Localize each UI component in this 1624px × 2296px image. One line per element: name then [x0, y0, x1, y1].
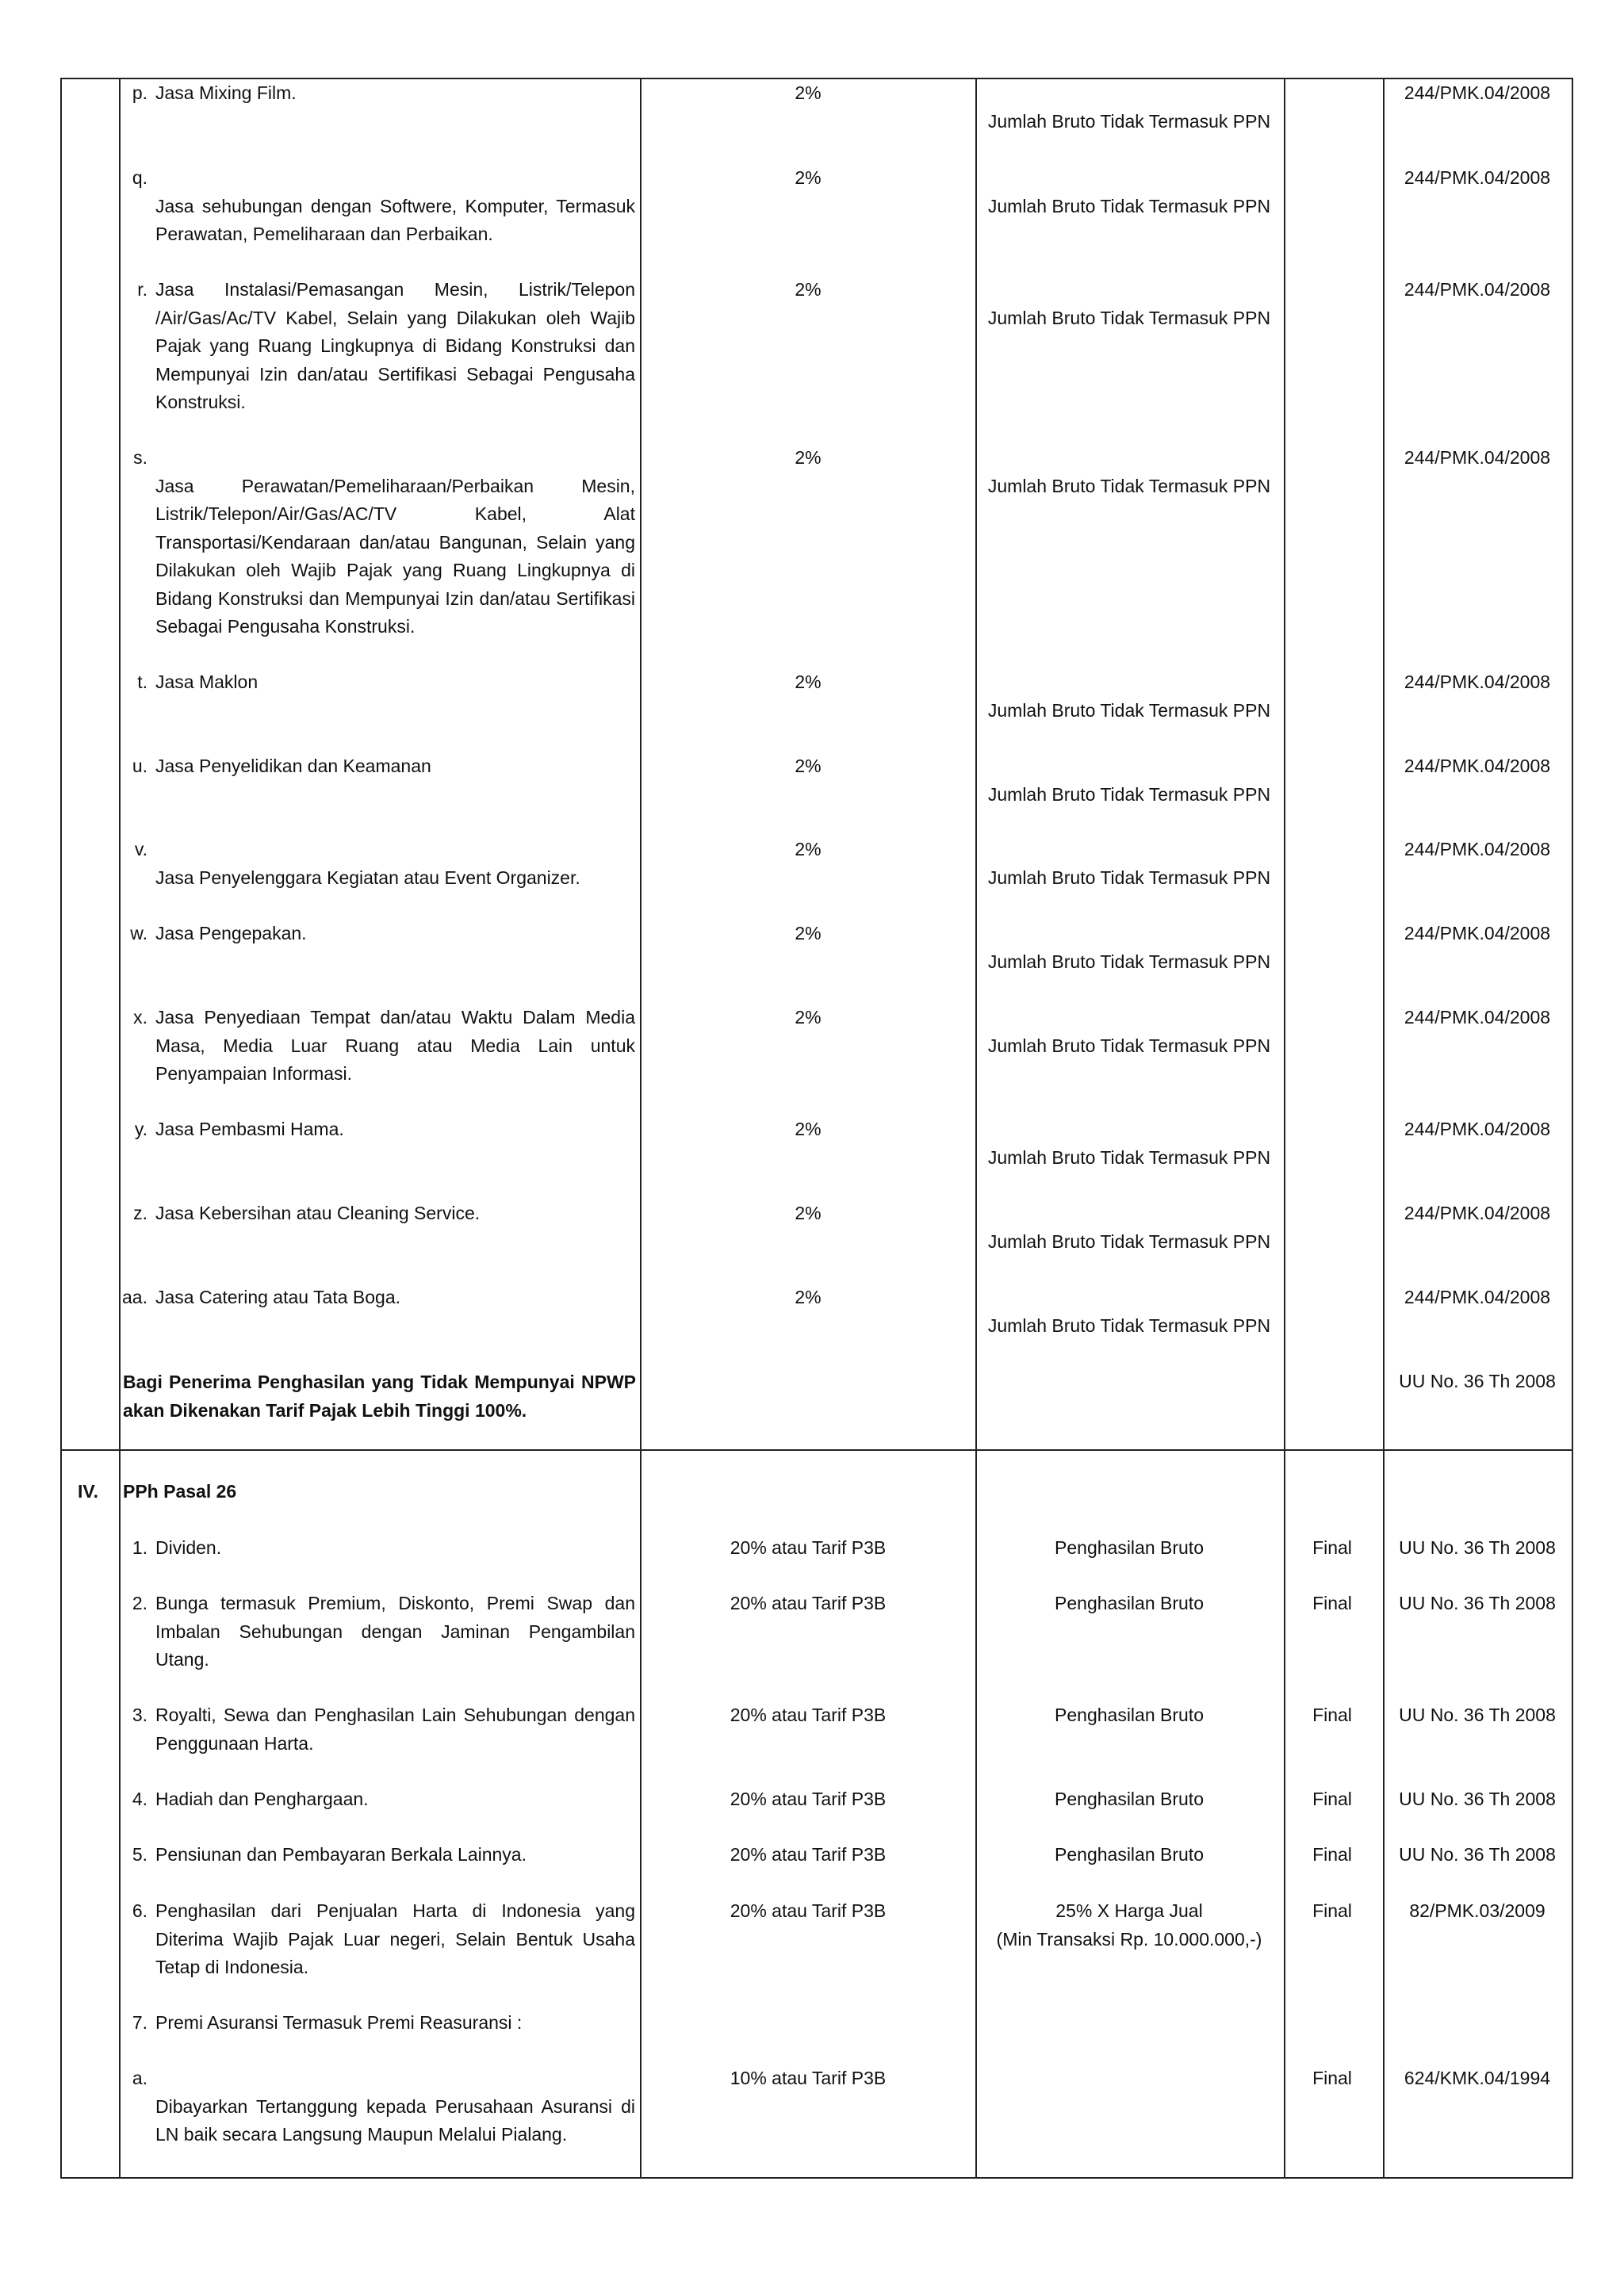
row-description: Hadiah dan Penghargaan. — [155, 1789, 369, 1809]
npwp-note-reference: UU No. 36 Th 2008 — [1399, 1371, 1556, 1391]
row-status: Final — [1312, 1789, 1352, 1809]
row-number: 5. — [132, 1844, 147, 1865]
row-rate: 2% — [795, 279, 822, 300]
row-reference: 244/PMK.04/2008 — [1404, 1119, 1551, 1139]
row-description: Jasa Catering atau Tata Boga. — [155, 1287, 401, 1307]
row-number: 7. — [132, 2012, 147, 2033]
row-rate: 20% atau Tarif P3B — [730, 1789, 887, 1809]
row-rate: 2% — [795, 82, 822, 103]
row-rate: 2% — [795, 839, 822, 859]
row-reference: UU No. 36 Th 2008 — [1399, 1844, 1556, 1865]
row-letter: aa. — [122, 1287, 147, 1307]
row-tax-base: Jumlah Bruto Tidak Termasuk PPN — [987, 699, 1271, 721]
row-description: Bunga termasuk Premium, Diskonto, Premi Swap dan Imbalan Sehubungan dengan Jaminan Pengambilan Utang. — [155, 1593, 635, 1670]
row-rate: 2% — [795, 1119, 822, 1139]
row-letter: u. — [132, 756, 147, 776]
row-rate: 2% — [795, 923, 822, 943]
row-tax-base: Jumlah Bruto Tidak Termasuk PPN — [987, 1314, 1271, 1336]
section-iv-title: PPh Pasal 26 — [123, 1481, 237, 1502]
row-tax-base: Jumlah Bruto Tidak Termasuk PPN — [987, 307, 1271, 328]
row-description: Jasa Penyediaan Tempat dan/atau Waktu Dalam Media Masa, Media Luar Ruang atau Media Lain untuk Penyampaian Informasi. — [155, 1007, 635, 1084]
section-iv-number: IV. — [78, 1481, 99, 1502]
row-rate: 20% atau Tarif P3B — [730, 1844, 887, 1865]
row-letter: z. — [133, 1203, 147, 1223]
row-letter: q. — [132, 167, 147, 188]
row-reference: 244/PMK.04/2008 — [1404, 167, 1551, 188]
row-letter: x. — [133, 1007, 147, 1027]
row-tax-base: Penghasilan Bruto — [1055, 1789, 1204, 1809]
row-rate: 2% — [795, 1287, 822, 1307]
row-number: 1. — [132, 1537, 147, 1558]
row-description: Penghasilan dari Penjualan Harta di Indonesia yang Diterima Wajib Pajak Luar negeri, Selain Bentuk Usaha Tetap di Indonesia. — [155, 1900, 635, 1977]
row-letter: s. — [133, 447, 147, 468]
row-reference: 244/PMK.04/2008 — [1404, 279, 1551, 300]
row-description: Jasa Instalasi/Pemasangan Mesin, Listrik/Telepon /Air/Gas/Ac/TV Kabel, Selain yang Dilakukan oleh Wajib Pajak yang Ruang Lingkupnya di Bidang Konstruksi dan Mempunyai Izin dan/atau Sertifikasi Sebagai Pengusaha Konstruksi. — [155, 279, 635, 412]
row-tax-base: Jumlah Bruto Tidak Termasuk PPN — [987, 195, 1271, 216]
row-description: Royalti, Sewa dan Penghasilan Lain Sehubungan dengan Penggunaan Harta. — [155, 1705, 635, 1754]
row-description: Jasa Kebersihan atau Cleaning Service. — [155, 1203, 481, 1223]
row-reference: UU No. 36 Th 2008 — [1399, 1593, 1556, 1613]
row-number: a. — [132, 2068, 147, 2088]
row-tax-base: Jumlah Bruto Tidak Termasuk PPN — [987, 783, 1271, 805]
row-reference: 244/PMK.04/2008 — [1404, 1203, 1551, 1223]
row-rate: 10% atau Tarif P3B — [730, 2068, 887, 2088]
row-number: 3. — [132, 1705, 147, 1725]
row-tax-base: Jumlah Bruto Tidak Termasuk PPN — [987, 110, 1271, 132]
row-letter: y. — [134, 1119, 147, 1139]
row-description: Jasa Penyelenggara Kegiatan atau Event Organizer. — [155, 867, 580, 888]
row-rate: 2% — [795, 167, 822, 188]
row-reference: 244/PMK.04/2008 — [1404, 1007, 1551, 1027]
row-reference: 244/PMK.04/2008 — [1404, 756, 1551, 776]
row-rate: 2% — [795, 1203, 822, 1223]
row-tax-base: Jumlah Bruto Tidak Termasuk PPN — [987, 951, 1271, 972]
row-rate: 20% atau Tarif P3B — [730, 1593, 887, 1613]
row-status: Final — [1312, 1705, 1352, 1725]
row-description: Jasa sehubungan dengan Softwere, Komputer, Termasuk Perawatan, Pemeliharaan dan Perbaikan. — [155, 195, 635, 244]
row-reference: 624/KMK.04/1994 — [1404, 2068, 1551, 2088]
row-status: Final — [1312, 1900, 1352, 1921]
row-description: Jasa Pembasmi Hama. — [155, 1119, 344, 1139]
row-description: Jasa Perawatan/Pemeliharaan/Perbaikan Mesin, Listrik/Telepon/Air/Gas/AC/TV Kabel, Alat Transportasi/Kendaraan dan/atau Bangunan, Selain yang Dilakukan oleh Wajib Pajak yang Ruang Lingkupnya di Bidang Konstruksi dan Mempunyai Izin dan/atau Sertifikasi Sebagai Pengusaha Konstruksi. — [155, 475, 635, 637]
row-reference: 244/PMK.04/2008 — [1404, 82, 1551, 103]
row-tax-base: Jumlah Bruto Tidak Termasuk PPN — [987, 1230, 1271, 1252]
row-reference: 244/PMK.04/2008 — [1404, 839, 1551, 859]
row-tax-base: Jumlah Bruto Tidak Termasuk PPN — [987, 1146, 1271, 1168]
row-rate: 2% — [795, 1007, 822, 1027]
row-letter: r. — [137, 279, 147, 300]
row-description: Jasa Maklon — [155, 672, 259, 692]
row-rate: 20% atau Tarif P3B — [730, 1537, 887, 1558]
row-rate: 2% — [795, 447, 822, 468]
row-reference: 244/PMK.04/2008 — [1404, 672, 1551, 692]
row-description: Dibayarkan Tertanggung kepada Perusahaan Asuransi di LN baik secara Langsung Maupun Melalui Pialang. — [155, 2095, 635, 2145]
row-number: 4. — [132, 1789, 147, 1809]
row-reference: 244/PMK.04/2008 — [1404, 447, 1551, 468]
row-description: Dividen. — [155, 1537, 222, 1558]
row-description: Premi Asuransi Termasuk Premi Reasuransi : — [155, 2012, 523, 2033]
row-number: 6. — [132, 1900, 147, 1921]
row-rate: 2% — [795, 672, 822, 692]
row-reference: UU No. 36 Th 2008 — [1399, 1705, 1556, 1725]
row-letter: w. — [130, 923, 147, 943]
row-reference: 82/PMK.03/2009 — [1409, 1900, 1545, 1921]
row-letter: v. — [134, 839, 147, 859]
row-tax-base-note: (Min Transaksi Rp. 10.000.000,-) — [996, 1928, 1262, 1950]
row-description: Pensiunan dan Pembayaran Berkala Lainnya. — [155, 1844, 527, 1865]
npwp-note-text: Bagi Penerima Penghasilan yang Tidak Mempunyai NPWP akan Dikenakan Tarif Pajak Lebih Tinggi 100%. — [123, 1372, 636, 1421]
row-status: Final — [1312, 1844, 1352, 1865]
row-status: Final — [1312, 1537, 1352, 1558]
row-letter: t. — [137, 672, 147, 692]
row-tax-base: Jumlah Bruto Tidak Termasuk PPN — [987, 867, 1271, 888]
row-reference: UU No. 36 Th 2008 — [1399, 1537, 1556, 1558]
row-letter: p. — [132, 82, 147, 103]
row-tax-base: Penghasilan Bruto — [1055, 1844, 1204, 1865]
row-reference: 244/PMK.04/2008 — [1404, 1287, 1551, 1307]
row-status: Final — [1312, 1593, 1352, 1613]
row-tax-base: Penghasilan Bruto — [1055, 1537, 1204, 1558]
row-reference: 244/PMK.04/2008 — [1404, 923, 1551, 943]
section-divider — [62, 1449, 1572, 1451]
row-tax-base: Penghasilan Bruto — [1055, 1705, 1204, 1725]
row-tax-base: 25% X Harga Jual — [1055, 1900, 1203, 1921]
row-rate: 20% atau Tarif P3B — [730, 1705, 887, 1725]
row-description: Jasa Mixing Film. — [155, 82, 297, 103]
row-rate: 20% atau Tarif P3B — [730, 1900, 887, 1921]
row-description: Jasa Penyelidikan dan Keamanan — [155, 756, 431, 776]
row-description: Jasa Pengepakan. — [155, 923, 307, 943]
row-tax-base: Jumlah Bruto Tidak Termasuk PPN — [987, 475, 1271, 496]
row-tax-base: Penghasilan Bruto — [1055, 1593, 1204, 1613]
row-reference: UU No. 36 Th 2008 — [1399, 1789, 1556, 1809]
row-rate: 2% — [795, 756, 822, 776]
row-status: Final — [1312, 2068, 1352, 2088]
row-tax-base: Jumlah Bruto Tidak Termasuk PPN — [987, 1035, 1271, 1056]
row-number: 2. — [132, 1593, 147, 1613]
